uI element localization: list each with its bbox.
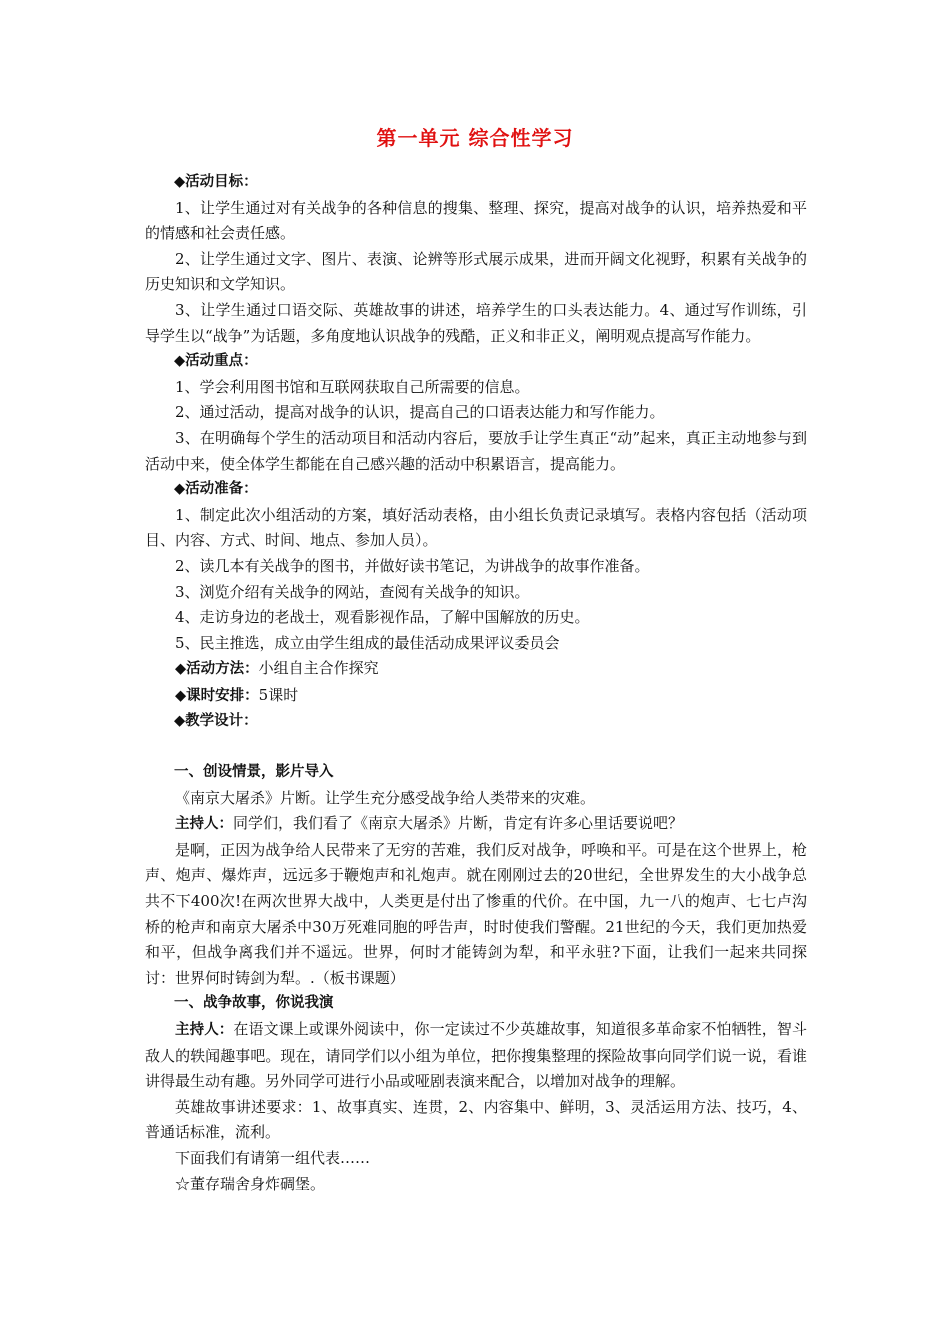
section2-requirements: 英雄故事讲述要求：1、故事真实、连贯，2、内容集中、鲜明，3、灵活运用方法、技巧，4、普通话标准，流利。 [145, 1097, 807, 1142]
prep-heading: ◆活动准备： [174, 481, 258, 498]
method-label: ◆活动方法： [175, 661, 259, 678]
prep-item: 2、读几本有关战争的图书，并做好读书笔记，为讲战争的故事作准备。 [175, 556, 650, 575]
prep-item: 4、走访身边的老战士，观看影视作品，了解中国解放的历史。 [175, 608, 590, 627]
goal-item: 2、让学生通过文字、图片、表演、论辨等形式展示成果，进而开阔文化视野，积累有关战争的历史知识和文学知识。 [145, 249, 807, 294]
focus-item: 1、学会利用图书馆和互联网获取自己所需要的信息。 [175, 377, 530, 396]
goal-item: 1、让学生通过对有关战争的各种信息的搜集、整理、探究，提高对战争的认识，培养热爱和平的情感和社会责任感。 [145, 198, 807, 243]
hours-value: 5课时 [258, 685, 299, 704]
prep-item: 5、民主推选，成立由学生组成的最佳活动成果评议委员会 [175, 633, 560, 652]
prep-item: 3、浏览介绍有关战争的网站，查阅有关战争的知识。 [175, 582, 530, 601]
spacer [145, 735, 807, 760]
host-text: 同学们，我们看了《南京大屠杀》片断，肯定有许多心里话要说吧？ [233, 814, 684, 833]
host-text: 在语文课上或课外阅读中，你一定读过不少英雄故事，知道很多革命家不怕牺牲，智斗敌人的轶闻趣事吧。现在，请同学们以小组为单位，把你搜集整理的探险故事向同学们说一说，看谁讲得最生动有趣。另外同学可进行小品或哑剧表演来配合，以增加对战争的理解。 [145, 1020, 807, 1091]
section1-intro: 《南京大屠杀》片断。让学生充分感受战争给人类带来的灾难。 [175, 788, 596, 807]
focus-item: 2、通过活动，提高对战争的认识，提高自己的口语表达能力和写作能力。 [175, 403, 665, 422]
method-line [145, 656, 807, 683]
prep-item: 1、制定此次小组活动的方案，填好活动表格，由小组长负责记录填写。表格内容包括（活动项目、内容、方式、时间、地点、参加人员）。 [145, 505, 807, 550]
section1-paragraph: 是啊，正因为战争给人民带来了无穷的苦难，我们反对战争，呼唤和平。可是在这个世界上，枪声、炮声、爆炸声，远远多于鞭炮声和礼炮声。就在刚刚过去的20世纪，全世界发生的大小战争总共不下400次!在两次世界大战中，人类更是付出了惨重的代价。在中国，九一八的炮声、七七卢沟桥的枪声和南京大屠杀中30万死难同胞的呼告声，时时使我们警醒。21世纪的今天，我们更加热爱和平，但战争离我们并不遥远。世界，何时才能铸剑为犁，和平永驻?下面，让我们一起来共同探讨：世界何时铸剑为犁。.（板书课题） [145, 840, 807, 987]
section1-heading: 一、创设情景，影片导入 [174, 764, 334, 781]
focus-heading: ◆活动重点： [174, 353, 258, 370]
method-value: 小组自主合作探究 [258, 659, 379, 678]
host-label: 主持人： [175, 816, 233, 833]
page-title: 第一单元 综合性学习 [376, 126, 574, 150]
document-body [145, 170, 807, 1197]
section2-next: 下面我们有请第一组代表…… [175, 1148, 371, 1167]
host-label: 主持人： [175, 1022, 234, 1038]
section2-heading: 一、战争故事，你说我演 [174, 995, 334, 1012]
section2-story: ☆董存瑞舍身炸碉堡。 [175, 1174, 326, 1193]
hours-label: ◆课时安排： [175, 687, 259, 704]
hours-line [145, 683, 807, 710]
section2-host-line [145, 1017, 807, 1095]
goal-heading: ◆活动目标： [174, 174, 258, 190]
focus-item: 3、在明确每个学生的活动项目和活动内容后，要放手让学生真正“动”起来，真正主动地参与到活动中来，使全体学生都能在自己感兴趣的活动中积累语言，提高能力。 [145, 428, 807, 473]
goal-item: 3、让学生通过口语交际、英雄故事的讲述，培养学生的口头表达能力。4、通过写作训练，引导学生以“战争”为话题，多角度地认识战争的残酷，正义和非正义，阐明观点提高写作能力。 [145, 300, 807, 345]
section1-host-line [145, 811, 807, 838]
design-heading: ◆教学设计： [174, 713, 258, 730]
